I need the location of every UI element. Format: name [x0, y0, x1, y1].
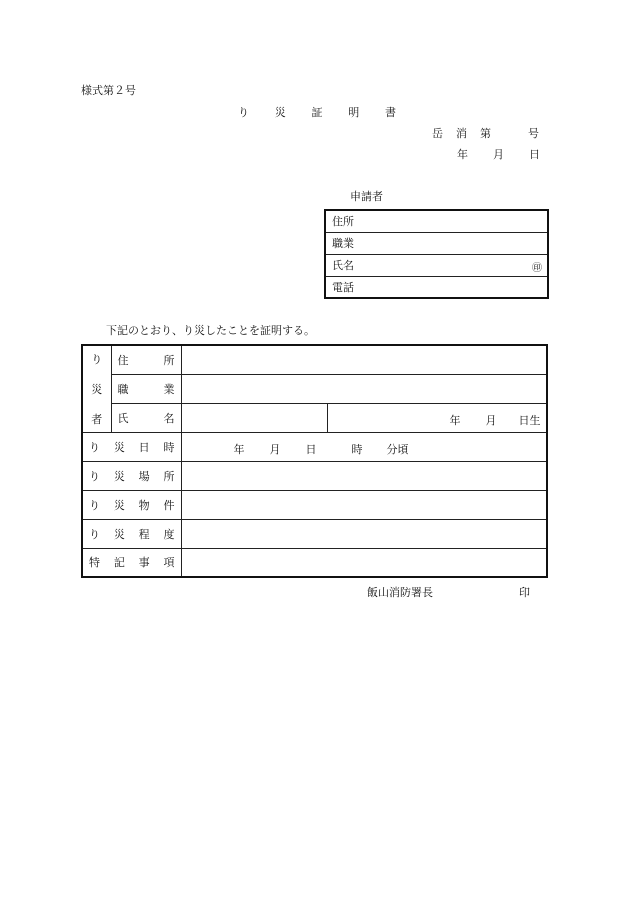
- label-char: 物: [138, 498, 150, 512]
- property-label: [82, 490, 181, 519]
- label-char: 項: [163, 556, 175, 570]
- label-char: り: [89, 440, 100, 454]
- victim-address-field[interactable]: [181, 345, 547, 374]
- damage-field[interactable]: [181, 519, 547, 548]
- label-char: 時: [163, 440, 175, 454]
- stamp-mark: 印: [519, 586, 530, 599]
- datetime-month: 月: [269, 442, 281, 456]
- label-char: り: [91, 352, 103, 366]
- location-field[interactable]: [181, 461, 547, 490]
- label-char: 災: [113, 440, 125, 454]
- datetime-hour: 時: [351, 442, 363, 456]
- property-field[interactable]: [181, 490, 547, 519]
- name-label: [111, 403, 181, 432]
- label-char: り: [89, 527, 100, 541]
- label-char: 名: [163, 411, 175, 425]
- label-char: 度: [163, 527, 175, 541]
- label-char: 氏: [117, 411, 129, 425]
- label-char: 災: [113, 498, 125, 512]
- applicant-name[interactable]: [325, 254, 548, 276]
- label-char: 事: [138, 556, 150, 570]
- remarks-label: [82, 548, 181, 577]
- title-char: 証: [311, 106, 323, 119]
- applicant-address[interactable]: [325, 210, 548, 232]
- title-char: 明: [348, 106, 360, 119]
- label-char: 所: [163, 353, 175, 367]
- title-char: 災: [274, 106, 286, 119]
- label-char: り: [89, 498, 100, 512]
- address-label: [111, 345, 181, 374]
- occupation-label: [111, 374, 181, 403]
- disaster-table: [81, 344, 548, 578]
- applicant-occupation[interactable]: [325, 232, 548, 254]
- datetime-minute: 分頃: [386, 442, 409, 456]
- label-char: 日: [138, 440, 150, 454]
- damage-label: [82, 519, 181, 548]
- datetime-day: 日: [305, 442, 317, 456]
- label-char: 職: [117, 382, 129, 396]
- label: 電話: [332, 280, 354, 294]
- label-char: り: [89, 469, 100, 483]
- location-label: [82, 461, 181, 490]
- issuer: 飯山消防署長: [367, 586, 433, 599]
- label-char: 件: [163, 498, 175, 512]
- document-title: [238, 104, 396, 120]
- label-char: 所: [163, 469, 175, 483]
- label-char: 災: [113, 527, 125, 541]
- label: 氏名: [332, 259, 354, 272]
- applicant-heading: 申請者: [350, 190, 383, 203]
- victim-label: [82, 345, 111, 432]
- applicant-table: [324, 209, 549, 299]
- label-char: 程: [138, 527, 150, 541]
- datetime-field[interactable]: [181, 432, 547, 461]
- date-month: 月: [493, 148, 504, 161]
- statement: 下記のとおり、り災したことを証明する。: [106, 324, 315, 337]
- doc-number-char: 号: [528, 127, 539, 140]
- doc-number-char: 第: [480, 127, 491, 140]
- label-char: 災: [91, 382, 103, 396]
- applicant-phone[interactable]: [325, 276, 548, 298]
- label-char: 者: [91, 412, 103, 426]
- victim-birthdate-field[interactable]: [327, 403, 547, 432]
- label: 住所: [332, 215, 354, 229]
- birth-day: 日生: [518, 413, 541, 427]
- title-char: 書: [385, 106, 396, 119]
- label-char: 業: [163, 382, 175, 396]
- victim-occupation-field[interactable]: [181, 374, 547, 403]
- label-char: 住: [117, 353, 129, 367]
- label-char: 災: [113, 469, 125, 483]
- form-number: 様式第２号: [81, 84, 136, 97]
- doc-number-char: 消: [456, 127, 467, 140]
- title-char: り: [238, 106, 249, 119]
- date-day: 日: [529, 148, 540, 161]
- date-year: 年: [457, 148, 468, 161]
- victim-name-field[interactable]: [181, 403, 327, 432]
- label: 職業: [332, 237, 354, 250]
- remarks-field[interactable]: [181, 548, 547, 577]
- seal-mark: ㊞: [532, 262, 542, 274]
- datetime-label: [82, 432, 181, 461]
- label-char: 記: [113, 556, 125, 570]
- birth-year: 年: [449, 413, 461, 427]
- doc-number-char: 岳: [432, 127, 443, 140]
- datetime-year: 年: [233, 442, 245, 456]
- label-char: 場: [138, 469, 150, 483]
- label-char: 特: [89, 556, 100, 570]
- birth-month: 月: [485, 413, 497, 427]
